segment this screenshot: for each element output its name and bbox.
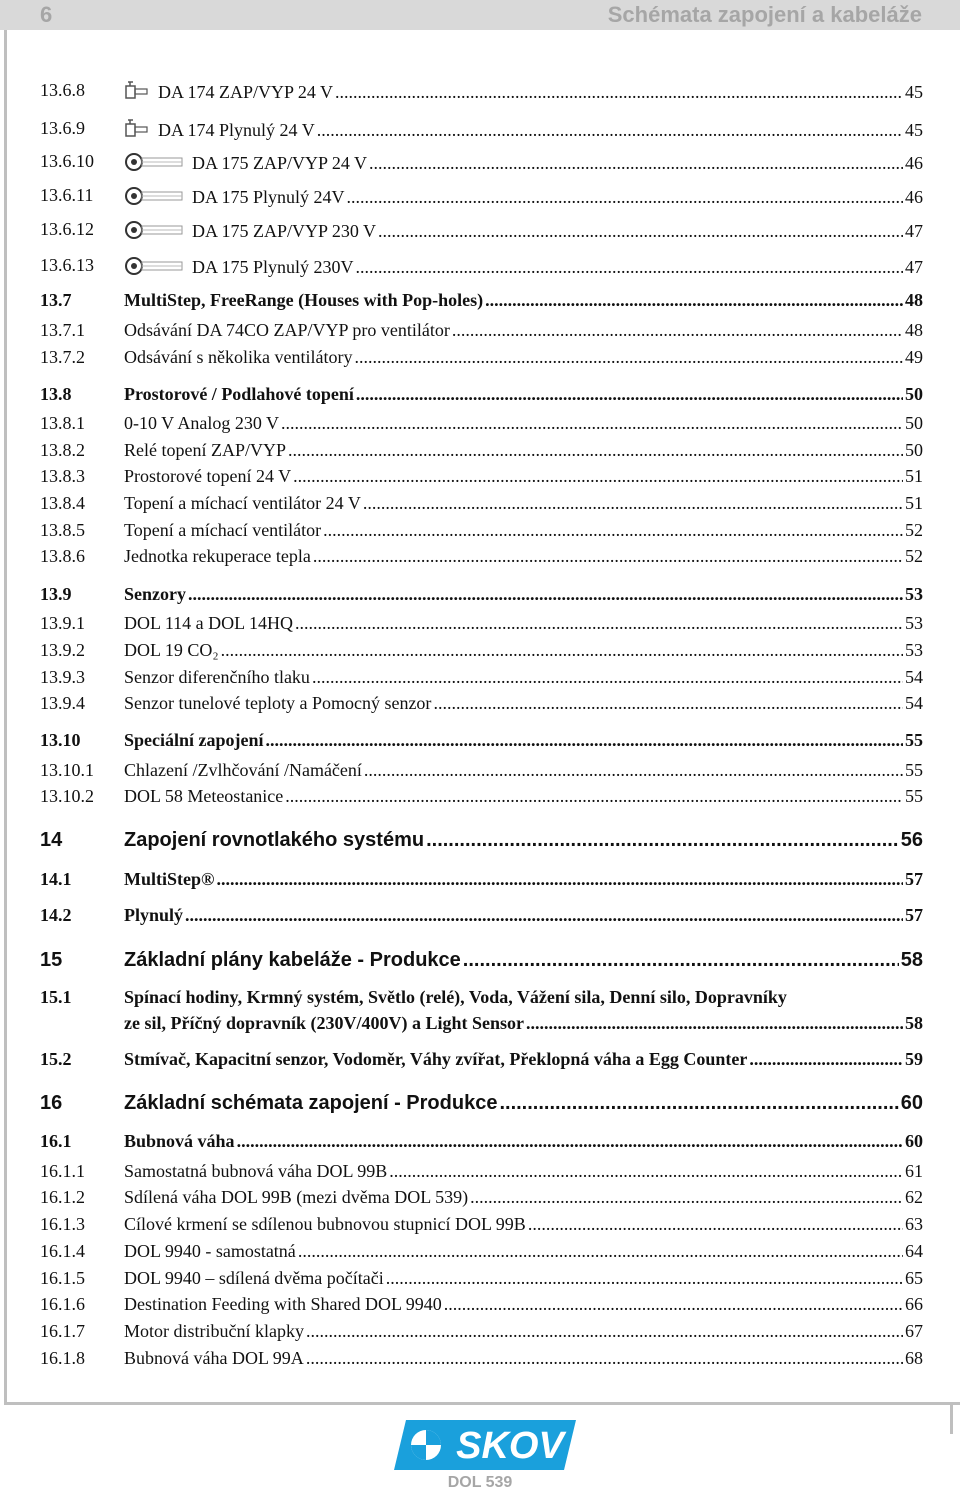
toc-title-text: Chlazení /Zvlhčování /Namáčení bbox=[124, 760, 362, 780]
toc-page-number: 62 bbox=[905, 1187, 923, 1207]
toc-number: 13.9.1 bbox=[40, 613, 85, 633]
chapter-title: Schémata zapojení a kabeláže bbox=[607, 2, 922, 27]
toc-number: 15.2 bbox=[40, 1049, 72, 1069]
toc-leader-dots bbox=[386, 1268, 903, 1288]
toc-title-text: Speciální zapojení bbox=[124, 730, 264, 750]
toc-title-text: MultiStep, FreeRange (Houses with Pop-holes) bbox=[124, 290, 484, 310]
toc-title bbox=[124, 347, 352, 367]
small-valve-icon bbox=[124, 118, 150, 140]
toc-page-number: 47 bbox=[905, 257, 923, 277]
toc-title bbox=[124, 440, 286, 460]
toc-title bbox=[124, 950, 461, 970]
wide-valve-icon bbox=[124, 219, 184, 241]
toc-leader-dots bbox=[288, 440, 903, 460]
toc-title bbox=[124, 219, 376, 241]
toc-page-number: 57 bbox=[905, 905, 923, 925]
toc-leader-dots bbox=[356, 257, 903, 277]
toc-title bbox=[124, 1348, 304, 1368]
toc-title bbox=[124, 1013, 524, 1033]
toc-title bbox=[124, 151, 367, 173]
toc-leader-dots bbox=[293, 466, 903, 486]
toc-page-number: 56 bbox=[900, 829, 923, 851]
toc-page-number: 45 bbox=[905, 82, 923, 102]
toc-title-text: DA 174 ZAP/VYP 24 V bbox=[158, 82, 334, 102]
toc-number: 15.1 bbox=[40, 987, 72, 1007]
toc-leader-dots bbox=[463, 950, 899, 970]
toc-leader-dots bbox=[444, 1294, 903, 1314]
toc-title bbox=[124, 520, 321, 540]
toc-number: 13.10.2 bbox=[40, 786, 94, 806]
toc-page-number: 50 bbox=[905, 413, 923, 433]
toc-number: 13.8.2 bbox=[40, 440, 85, 460]
toc-number: 13.8.3 bbox=[40, 466, 85, 486]
toc-title bbox=[124, 760, 362, 780]
toc-title-text: Základní plány kabeláže - Produkce bbox=[124, 949, 461, 971]
toc-number: 13.7 bbox=[40, 290, 72, 310]
toc-title-text: DOL 9940 – sdílená dvěma počítači bbox=[124, 1268, 384, 1288]
toc-page-number: 51 bbox=[905, 493, 923, 513]
toc-number: 16.1.7 bbox=[40, 1321, 85, 1341]
toc-title bbox=[124, 185, 345, 207]
toc-title-text: DOL 58 Meteostanice bbox=[124, 786, 284, 806]
toc-page-number: 53 bbox=[905, 640, 923, 660]
wide-valve-icon bbox=[124, 255, 184, 277]
toc-number: 13.9 bbox=[40, 584, 72, 604]
toc-number: 13.7.1 bbox=[40, 320, 85, 340]
toc-leader-dots bbox=[347, 187, 903, 207]
toc-title bbox=[124, 1294, 442, 1314]
toc-number: 13.10 bbox=[40, 730, 81, 750]
toc-number: 13.6.11 bbox=[40, 185, 94, 205]
toc-title-text: Zapojení rovnotlakého systému bbox=[124, 829, 425, 851]
model-label: DOL 539 bbox=[447, 1474, 513, 1491]
toc-title-text: Plynulý bbox=[124, 905, 184, 925]
toc-title bbox=[124, 1241, 296, 1261]
toc-number: 13.8.1 bbox=[40, 413, 85, 433]
toc-title-line1: Spínací hodiny, Krmný systém, Světlo (relé), Voda, Vážení sila, Denní silo, Dopravníky bbox=[124, 987, 787, 1007]
toc-number: 13.10.1 bbox=[40, 760, 94, 780]
toc-number: 16.1 bbox=[40, 1131, 72, 1151]
small-valve-icon bbox=[124, 80, 150, 102]
toc-title bbox=[124, 320, 450, 340]
toc-leader-dots bbox=[306, 1348, 903, 1368]
toc-title-text: DA 174 Plynulý 24 V bbox=[158, 120, 315, 140]
toc-title-text: Senzory bbox=[124, 584, 186, 604]
toc-title bbox=[124, 693, 431, 713]
toc-leader-dots bbox=[216, 869, 903, 889]
toc-leader-dots bbox=[298, 1241, 903, 1261]
toc-page-number: 64 bbox=[905, 1241, 923, 1261]
toc-title-text: DA 175 Plynulý 24V bbox=[192, 187, 345, 207]
toc-title bbox=[124, 1268, 384, 1288]
toc-title-text: Bubnová váha DOL 99A bbox=[124, 1348, 304, 1368]
toc-number: 13.9.2 bbox=[40, 640, 85, 660]
toc-title-text: Motor distribuční klapky bbox=[124, 1321, 304, 1341]
toc-number: 15 bbox=[40, 949, 63, 971]
page-number: 6 bbox=[40, 2, 53, 27]
toc-leader-dots bbox=[313, 546, 903, 566]
toc-page-number: 50 bbox=[905, 440, 923, 460]
toc-page-number: 66 bbox=[905, 1294, 923, 1314]
logo-text: SKOV bbox=[456, 1425, 564, 1467]
toc-entry[interactable] bbox=[40, 987, 923, 1033]
toc-page-number: 51 bbox=[905, 466, 923, 486]
toc-title-text: Odsávání DA 74CO ZAP/VYP pro ventilátor bbox=[124, 320, 450, 340]
toc-title-text: Relé topení ZAP/VYP bbox=[124, 440, 286, 460]
toc-leader-dots bbox=[364, 760, 903, 780]
toc-page-number: 50 bbox=[905, 384, 923, 404]
toc-page-number: 48 bbox=[905, 320, 923, 340]
toc-number: 14.2 bbox=[40, 905, 72, 925]
toc-title-text: Prostorové topení 24 V bbox=[124, 466, 292, 486]
toc-title bbox=[124, 1321, 304, 1341]
toc-title-text: MultiStep® bbox=[124, 869, 215, 889]
toc-leader-dots bbox=[433, 693, 903, 713]
toc-leader-dots bbox=[749, 1049, 903, 1069]
toc-page-number: 53 bbox=[905, 584, 923, 604]
toc-leader-dots bbox=[378, 221, 903, 241]
toc-title bbox=[124, 1049, 747, 1069]
toc-leader-dots bbox=[317, 120, 903, 140]
toc-leader-dots bbox=[188, 584, 903, 604]
toc-page-number: 67 bbox=[905, 1321, 923, 1341]
toc-page-number: 49 bbox=[905, 347, 923, 367]
toc-page-number: 54 bbox=[905, 667, 923, 687]
toc-leader-dots bbox=[323, 520, 903, 540]
toc-number: 13.6.10 bbox=[40, 151, 94, 171]
toc-title-text: 0-10 V Analog 230 V bbox=[124, 413, 280, 433]
toc-leader-dots bbox=[369, 153, 903, 173]
toc-page-number: 45 bbox=[905, 120, 923, 140]
toc-title bbox=[124, 384, 354, 404]
toc-page-number: 54 bbox=[905, 693, 923, 713]
toc-title bbox=[124, 413, 279, 433]
frame-corner-rule bbox=[950, 1404, 953, 1434]
toc-number: 13.7.2 bbox=[40, 347, 85, 367]
toc-leader-dots bbox=[237, 1131, 903, 1151]
toc-number: 16.1.5 bbox=[40, 1268, 85, 1288]
toc-leader-dots bbox=[306, 1321, 903, 1341]
toc-title-text: Topení a míchací ventilátor 24 V bbox=[124, 493, 361, 513]
toc-title-text: DA 175 ZAP/VYP 24 V bbox=[192, 153, 368, 173]
toc-number: 13.8 bbox=[40, 384, 72, 404]
toc-leader-dots bbox=[221, 640, 903, 660]
toc-number: 13.6.8 bbox=[40, 80, 85, 100]
toc-title-text: Stmívač, Kapacitní senzor, Vodoměr, Váhy zvířat, Překlopná váha a Egg Counter bbox=[124, 1049, 748, 1069]
toc-number: 16.1.3 bbox=[40, 1214, 85, 1234]
toc-number: 16.1.6 bbox=[40, 1294, 85, 1314]
toc-title bbox=[124, 1093, 497, 1113]
toc-page-number: 65 bbox=[905, 1268, 923, 1288]
toc-page-number: 58 bbox=[900, 949, 923, 971]
toc-page-number: 52 bbox=[905, 546, 923, 566]
toc-page-number: 63 bbox=[905, 1214, 923, 1234]
toc-leader-dots bbox=[266, 730, 903, 750]
toc-title-text: DOL 19 CO₂ bbox=[124, 640, 219, 660]
toc-title bbox=[124, 290, 483, 310]
toc-leader-dots bbox=[312, 667, 903, 687]
toc-title bbox=[124, 869, 214, 889]
toc-title bbox=[124, 546, 311, 566]
toc-leader-dots bbox=[526, 1013, 903, 1033]
toc-leader-dots bbox=[389, 1161, 903, 1181]
toc-leader-dots bbox=[470, 1187, 903, 1207]
toc-number: 13.6.13 bbox=[40, 255, 94, 275]
toc-page-number: 48 bbox=[905, 290, 923, 310]
toc-title bbox=[124, 786, 283, 806]
toc-leader-dots bbox=[363, 493, 903, 513]
toc-title bbox=[124, 905, 183, 925]
toc-leader-dots bbox=[335, 82, 903, 102]
toc-leader-dots bbox=[452, 320, 903, 340]
toc-title bbox=[124, 830, 424, 850]
toc-number: 16.1.1 bbox=[40, 1161, 85, 1181]
toc-page-number: 46 bbox=[905, 187, 923, 207]
toc-page-number: 68 bbox=[905, 1348, 923, 1368]
toc-page-number: 55 bbox=[905, 786, 923, 806]
toc-number: 13.9.3 bbox=[40, 667, 85, 687]
toc-page-number: 58 bbox=[905, 1013, 923, 1033]
toc-leader-dots bbox=[281, 413, 903, 433]
toc-number: 13.6.12 bbox=[40, 219, 94, 239]
toc-title bbox=[124, 584, 186, 604]
toc-page-number: 61 bbox=[905, 1161, 923, 1181]
toc-title-text: Bubnová váha bbox=[124, 1131, 235, 1151]
toc-page-number: 59 bbox=[905, 1049, 923, 1069]
toc-leader-dots bbox=[354, 347, 903, 367]
toc-page-number: 47 bbox=[905, 221, 923, 241]
toc-title bbox=[124, 613, 293, 633]
toc-title bbox=[124, 493, 361, 513]
toc-number: 13.8.4 bbox=[40, 493, 85, 513]
toc-title-text: Základní schémata zapojení - Produkce bbox=[124, 1092, 498, 1114]
toc-number: 16 bbox=[40, 1092, 63, 1114]
toc-title-text: DA 175 Plynulý 230V bbox=[192, 257, 354, 277]
toc-title-text: Samostatná bubnová váha DOL 99B bbox=[124, 1161, 388, 1181]
toc-title bbox=[124, 118, 315, 140]
wide-valve-icon bbox=[124, 185, 184, 207]
toc-page-number: 60 bbox=[900, 1092, 923, 1114]
toc-title bbox=[124, 1187, 468, 1207]
toc-page-number: 52 bbox=[905, 520, 923, 540]
toc-title bbox=[124, 255, 354, 277]
toc-leader-dots bbox=[285, 786, 903, 806]
toc-title-text: DOL 114 a DOL 14HQ bbox=[124, 613, 293, 633]
wide-valve-icon bbox=[124, 151, 184, 173]
toc-title-text: ze sil, Příčný dopravník (230V/400V) a Light Sensor bbox=[124, 1013, 525, 1033]
frame-bottom-rule bbox=[4, 1402, 960, 1405]
toc-page-number: 46 bbox=[905, 153, 923, 173]
toc-number: 13.8.5 bbox=[40, 520, 85, 540]
toc-leader-dots bbox=[426, 830, 899, 850]
toc-title bbox=[124, 80, 333, 102]
toc-leader-dots bbox=[356, 384, 903, 404]
skov-logo bbox=[392, 1418, 578, 1472]
toc-leader-dots bbox=[499, 1093, 898, 1113]
toc-title-text: DA 175 ZAP/VYP 230 V bbox=[192, 221, 377, 241]
toc-title-text: Destination Feeding with Shared DOL 9940 bbox=[124, 1294, 442, 1314]
toc-title-text: Cílové krmení se sdílenou bubnovou stupnicí DOL 99B bbox=[124, 1214, 526, 1234]
toc-page-number: 53 bbox=[905, 613, 923, 633]
toc-title-text: DOL 9940 - samostatná bbox=[124, 1241, 296, 1261]
toc-title bbox=[124, 640, 219, 660]
toc-title bbox=[124, 1131, 235, 1151]
toc-page-number: 55 bbox=[905, 730, 923, 750]
toc-number: 14 bbox=[40, 829, 63, 851]
toc-page-number: 57 bbox=[905, 869, 923, 889]
toc-title-text: Topení a míchací ventilátor bbox=[124, 520, 322, 540]
toc-title-text: Senzor tunelové teploty a Pomocný senzor bbox=[124, 693, 432, 713]
toc-title bbox=[124, 1214, 526, 1234]
toc-leader-dots bbox=[485, 290, 903, 310]
toc-title bbox=[124, 730, 264, 750]
toc-page-number: 60 bbox=[905, 1131, 923, 1151]
toc-leader-dots bbox=[185, 905, 903, 925]
toc-title-text: Senzor diferenčního tlaku bbox=[124, 667, 310, 687]
toc-number: 14.1 bbox=[40, 869, 72, 889]
toc-number: 16.1.2 bbox=[40, 1187, 85, 1207]
toc-title-text: Prostorové / Podlahové topení bbox=[124, 384, 354, 404]
toc-number: 13.6.9 bbox=[40, 118, 85, 138]
toc-title bbox=[124, 1161, 387, 1181]
toc-title-text: Sdílená váha DOL 99B (mezi dvěma DOL 539) bbox=[124, 1187, 469, 1207]
toc-title bbox=[124, 466, 291, 486]
toc-page-number: 55 bbox=[905, 760, 923, 780]
toc-number: 16.1.8 bbox=[40, 1348, 85, 1368]
toc-number: 13.9.4 bbox=[40, 693, 85, 713]
toc-number: 13.8.6 bbox=[40, 546, 85, 566]
toc-leader-dots bbox=[528, 1214, 903, 1234]
toc-title-text: Odsávání s několika ventilátory bbox=[124, 347, 353, 367]
toc-title bbox=[124, 667, 310, 687]
toc-leader-dots bbox=[295, 613, 903, 633]
toc-title-text: Jednotka rekuperace tepla bbox=[124, 546, 311, 566]
toc-number: 16.1.4 bbox=[40, 1241, 85, 1261]
